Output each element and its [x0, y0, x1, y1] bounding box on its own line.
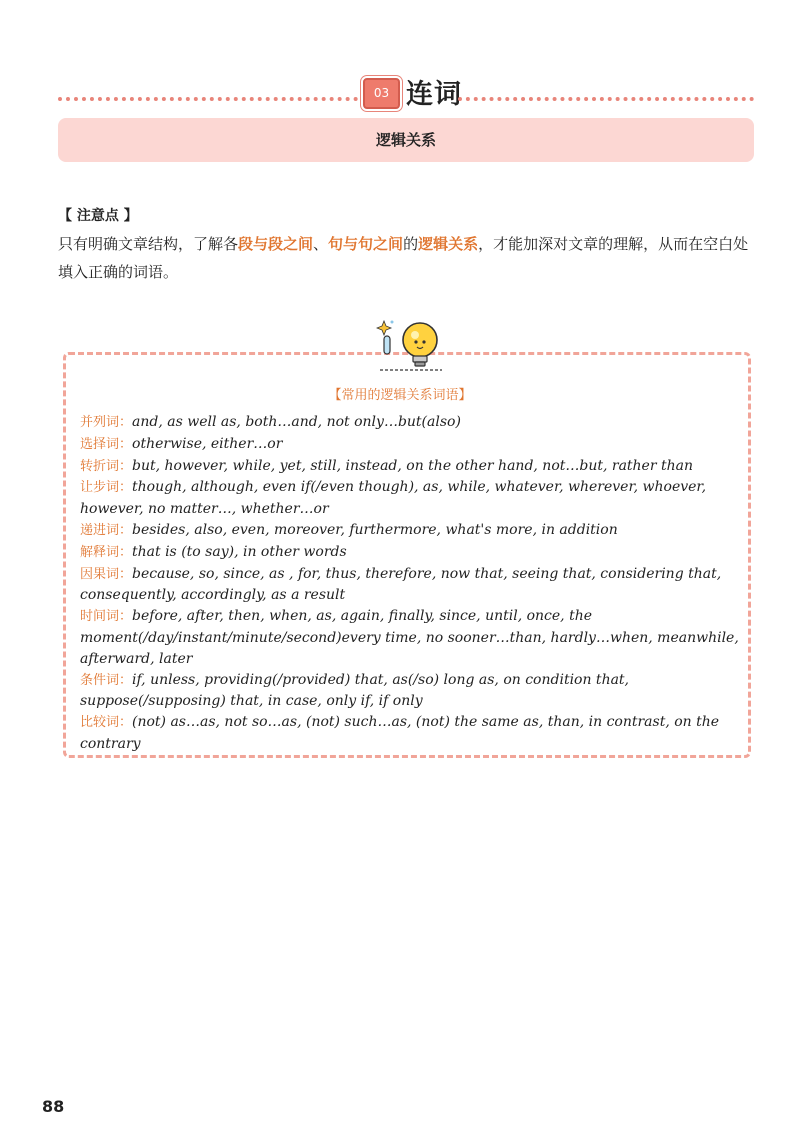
list-item-text: before, after, then, when, as, again, finally, since, until, once, the moment(/day/instant/minute/second)every time, no sooner…than, hardly…when, meanwhile, afterward, later: [80, 608, 739, 667]
notes-text-1: 只有明确文章结构，了解各: [58, 235, 239, 253]
list-item-label: 时间词：: [80, 609, 133, 625]
list-item: [80, 712, 740, 755]
list-item-text: besides, also, even, moreover, furthermore, what's more, in addition: [132, 521, 618, 538]
list-item-text: if, unless, providing(/provided) that, as(/so) long as, on condition that, suppose(/supposing) that, in case, only if, if only: [80, 671, 630, 710]
header-divider-left: [58, 97, 358, 101]
notes-heading: 【 注意点 】: [58, 208, 138, 224]
list-item-label: 比较词：: [80, 715, 133, 731]
list-item: [80, 670, 740, 713]
chapter-number-badge: 03: [363, 78, 400, 109]
lightbulb-icon: [376, 318, 446, 372]
list-item-label: 让步词：: [80, 480, 133, 496]
list-item-text: though, although, even if(/even though), as, while, whatever, wherever, whoever, however, no matter…, whether…or: [80, 479, 707, 518]
chapter-title: 连词: [406, 79, 462, 110]
notes-body: [58, 230, 758, 286]
list-item: [80, 606, 740, 669]
list-item-text: because, so, since, as , for, thus, therefore, now that, seeing that, considering that, consequently, accordingly, as a result: [80, 565, 722, 604]
list-item-label: 转折词：: [80, 458, 133, 474]
header-divider-right: [458, 97, 754, 101]
list-item-label: 选择词：: [80, 436, 133, 452]
list-item-text: but, however, while, yet, still, instead, on the other hand, not…but, rather than: [132, 457, 693, 474]
list-item: [80, 520, 740, 542]
notes-text-3: 的: [403, 235, 419, 253]
list-item-label: 条件词：: [80, 672, 133, 688]
list-item-text: that is (to say), in other words: [132, 543, 347, 560]
list-item-text: otherwise, either…or: [132, 435, 283, 452]
list-item: [80, 434, 740, 456]
list-item: [80, 412, 740, 434]
section-title: 逻辑关系: [58, 118, 754, 162]
list-item: [80, 477, 740, 520]
notes-highlight-2: 句与句之间: [328, 235, 404, 253]
list-item-text: (not) as…as, not so…as, (not) such…as, (not) the same as, than, in contrast, on the contrary: [80, 714, 720, 752]
notes-highlight-1: 段与段之间: [238, 235, 314, 253]
list-item: [80, 564, 740, 607]
notes-text-2: 、: [313, 235, 329, 253]
notes-text-4: ，才能加深对文章的理解，从而在空白处填入正确的词语。: [58, 235, 749, 281]
list-item: [80, 456, 740, 478]
connectives-list: [80, 412, 740, 755]
list-item-label: 解释词：: [80, 544, 133, 560]
list-item: [80, 542, 740, 564]
list-item-label: 递进词：: [80, 522, 133, 538]
card-title: 【常用的逻辑关系词语】: [328, 388, 472, 403]
page-number: 88: [42, 1097, 65, 1116]
list-item-text: and, as well as, both…and, not only…but(also): [132, 414, 461, 430]
notes-highlight-3: 逻辑关系: [418, 235, 479, 253]
list-item-label: 因果词：: [80, 566, 133, 582]
list-item-label: 并列词：: [80, 415, 133, 430]
